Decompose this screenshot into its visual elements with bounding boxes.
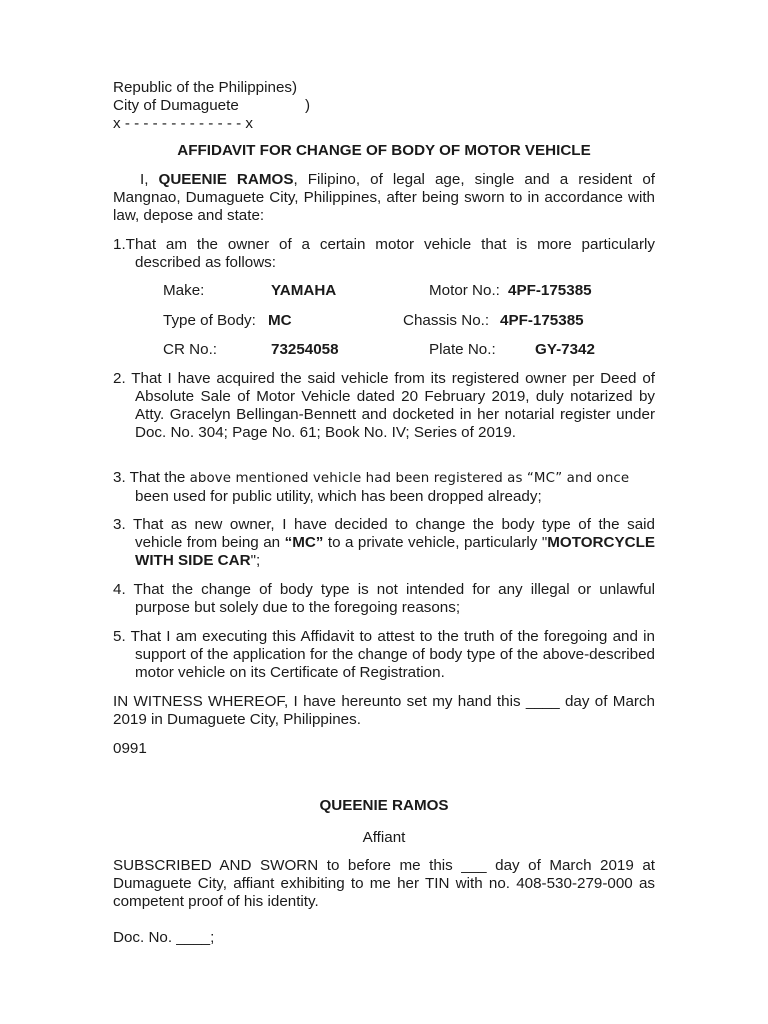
item-4: 4. That the change of body type is not intended for any illegal or unlawful purpose but solely due to the foregoing reasons;	[113, 581, 655, 616]
body-label: Type of Body:	[163, 312, 256, 329]
intro-pre: I,	[140, 171, 159, 188]
plate-value: GY-7342	[535, 341, 595, 358]
intro-paragraph	[113, 171, 655, 225]
caption-line-2	[113, 97, 311, 115]
make-label: Make:	[163, 282, 205, 299]
doc-number: Doc. No. ____;	[113, 929, 215, 946]
vehicle-details	[0, 282, 768, 362]
caption-line-3: x - - - - - - - - - - - - - x	[113, 115, 254, 132]
item-3b-bold: MOTORCYCLE WITH SIDE CAR	[135, 534, 655, 569]
caption-line-1: Republic of the Philippines)	[113, 79, 298, 96]
item-3b-mc: “MC”	[284, 534, 324, 551]
document-code: 0991	[113, 740, 147, 757]
jurat-paragraph: SUBSCRIBED AND SWORN to before me this ___ day of March 2019 at Dumaguete City, affiant exhibiting to me her TIN with no. 408-530-279-000 as competent proof of his identity.	[113, 857, 655, 910]
item-3a-line2: been used for public utility, which has been dropped already;	[135, 488, 542, 505]
chassis-label: Chassis No.:	[403, 312, 490, 329]
make-value: YAMAHA	[271, 282, 337, 299]
item-3b-quote-close: ";	[250, 552, 261, 569]
motor-value: 4PF-175385	[508, 282, 592, 299]
witness-paragraph: IN WITNESS WHEREOF, I have hereunto set my hand this ____ day of March 2019 in Dumaguete City, Philippines.	[113, 693, 655, 728]
cr-value: 73254058	[271, 341, 339, 358]
item-3a-alt-font: above mentioned vehicle had been registered as “MC” and once	[189, 471, 630, 486]
item-3b-quote-open: "	[541, 534, 548, 551]
item-3a	[113, 469, 655, 506]
plate-label: Plate No.:	[429, 341, 496, 358]
body-value: MC	[268, 312, 292, 329]
item-1: 1.That am the owner of a certain motor vehicle that is more particularly described as follows:	[113, 236, 655, 271]
item-3a-pre: 3. That the	[113, 469, 190, 486]
cr-label: CR No.:	[163, 341, 218, 358]
affiant-name: QUEENIE RAMOS	[319, 797, 449, 814]
caption-paren: )	[305, 97, 311, 114]
affiant-role: Affiant	[362, 829, 406, 846]
item-3b-pre: 3. That as new owner, I have decided to change the body type of the said vehicle from being an	[113, 516, 655, 551]
motor-label: Motor No.:	[429, 282, 500, 299]
item-2: 2. That I have acquired the said vehicle from its registered owner per Deed of Absolute Sale of Motor Vehicle dated 20 February 2019, duly notarized by Atty. Gracelyn Bellingan-Bennett and docketed in her notarial register under Doc. No. 304; Page No. 61; Book No. IV; Series of 2019.	[113, 370, 655, 441]
chassis-value: 4PF-175385	[500, 312, 584, 329]
item-5: 5. That I am executing this Affidavit to attest to the truth of the foregoing and in support of the application for the change of body type of the above-described motor vehicle on its Certificate of Registration.	[113, 628, 655, 681]
intro-name: QUEENIE RAMOS	[158, 171, 294, 188]
item-3b-mid: to a private vehicle, particularly	[323, 534, 542, 551]
caption-city: City of Dumaguete	[113, 97, 239, 114]
item-3b	[113, 516, 655, 570]
intro-post: , Filipino, of legal age, single and a resident of Mangnao, Dumaguete City, Philippines, after being sworn to in accordance with law, depose and state:	[113, 171, 655, 224]
document-title: AFFIDAVIT FOR CHANGE OF BODY OF MOTOR VEHICLE	[177, 142, 591, 159]
